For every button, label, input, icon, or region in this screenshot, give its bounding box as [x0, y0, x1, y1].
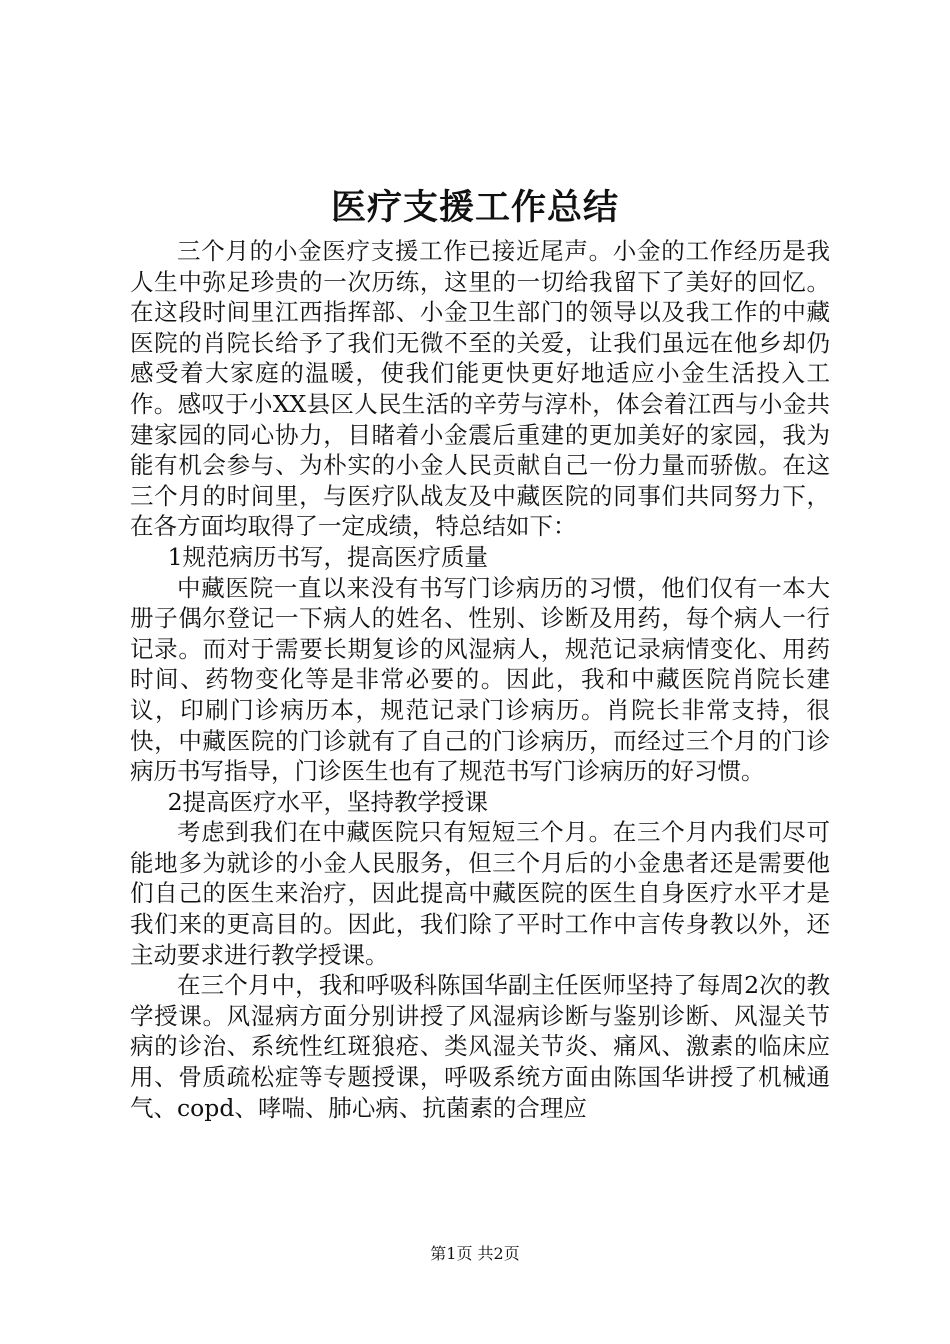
section-heading-2: 2提高医疗水平，坚持教学授课: [167, 787, 489, 816]
paragraph-intro: 三个月的小金医疗支援工作已接近尾声。小金的工作经历是我人生中弥足珍贵的一次历练，这里的一切给我留下了美好的回忆。在这段时间里江西指挥部、小金卫生部门的领导以及我工作的中藏医院的肖院长给予了我们无微不至的关爱，让我们虽远在他乡却仍感受着大家庭的温暖，使我们能更快更好地适应小金生活投入工作。感叹于小XX县区人民生活的辛劳与淳朴，体会着江西与小金共建家园的同心协力，目睹着小金震后重建的更加美好的家园，我为能有机会参与、为朴实的小金人民贡献自己一份力量而骄傲。在这三个月的时间里，与医疗队战友及中藏医院的同事们共同努力下，在各方面均取得了一定成绩，特总结如下：: [130, 237, 830, 541]
section-heading-1: 1规范病历书写，提高医疗质量: [167, 542, 489, 571]
document-body: [130, 236, 830, 1123]
paragraph-section-2-continued: 在三个月中，我和呼吸科陈国华副主任医师坚持了每周2次的教学授课。风湿病方面分别讲授了风湿病诊断与鉴别诊断、风湿关节病的诊治、系统性红斑狼疮、类风湿关节炎、痛风、激素的临床应用、骨质疏松症等专题授课，呼吸系统方面由陈国华讲授了机械通气、copd、哮喘、肺心病、抗菌素的合理应: [130, 971, 830, 1122]
page-footer: 第1页 共2页: [430, 1244, 520, 1263]
paragraph-section-1: 中藏医院一直以来没有书写门诊病历的习惯，他们仅有一本大册子偶尔登记一下病人的姓名、性别、诊断及用药，每个病人一行记录。而对于需要长期复诊的风湿病人，规范记录病情变化、用药时间、药物变化等是非常必要的。因此，我和中藏医院肖院长建议，印刷门诊病历本，规范记录门诊病历。肖院长非常支持，很快，中藏医院的门诊就有了自己的门诊病历，而经过三个月的门诊病历书写指导，门诊医生也有了规范书写门诊病历的好习惯。: [130, 573, 830, 786]
document-title: 医疗支援工作总结: [330, 187, 619, 228]
paragraph-section-2: 考虑到我们在中藏医院只有短短三个月。在三个月内我们尽可能地多为就诊的小金人民服务，但三个月后的小金患者还是需要他们自己的医生来治疗，因此提高中藏医院的医生自身医疗水平才是我们来的更高目的。因此，我们除了平时工作中言传身教以外，还主动要求进行教学授课。: [130, 818, 830, 969]
